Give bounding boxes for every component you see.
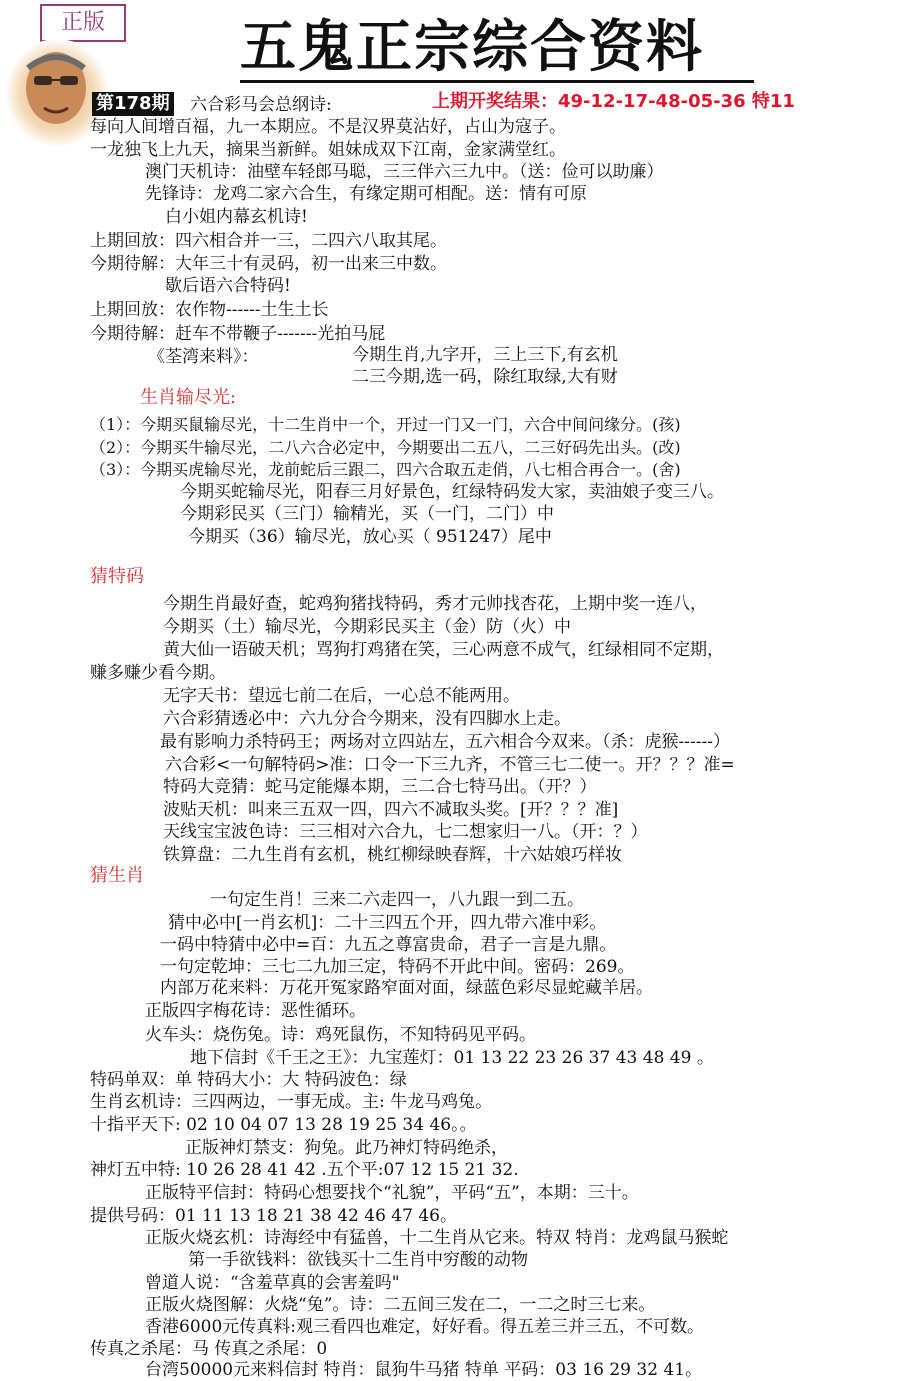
text-line: 今期待解：大年三十有灵码，初一出来三中数。: [90, 254, 447, 274]
text-line: 正版火烧玄机：诗海经中有猛兽，十二生肖从它来。特双 特肖：龙鸡鼠马猴蛇: [145, 1228, 729, 1248]
text-line: 特码单双：单 特码大小：大 特码波色：绿: [90, 1070, 407, 1090]
text-line: 特码大竞猜：蛇马定能爆本期，三二合七特马出。（开？）: [163, 777, 597, 797]
section-heading: 生肖输尽光:: [140, 387, 237, 408]
text-line: 铁算盘：二九生肖有玄机，桃红柳绿映春辉，十六姑娘巧样妆: [163, 845, 622, 865]
text-line: 正版四字梅花诗：恶性循环。: [145, 1001, 366, 1021]
text-line: 二三今期,选一码，除红取绿,大有财: [352, 367, 618, 387]
text-line: 十指平天下: 02 10 04 07 13 28 19 25 34 46。。: [90, 1115, 477, 1135]
title-underline: [240, 80, 754, 83]
text-line: 曾道人说：“含羞草真的会害羞吗": [145, 1273, 400, 1293]
text-line: 六合彩猜透必中：六九分合今期来，没有四脚水上走。: [163, 709, 571, 729]
text-line: 天线宝宝波色诗：三三相对六合九，七二想家归一八。（开：？）: [163, 822, 648, 842]
text-line: 上期回放：农作物------土生土长: [90, 300, 329, 320]
text-line: （2）：今期买牛输尽光，二八六合必定中，今期要出二五八，二三好码先出头。(改): [90, 438, 681, 457]
last-draw-result: 上期开奖结果：49-12-17-48-05-36 特11: [432, 91, 795, 112]
text-line: 一码中特猜中必中=百：九五之尊富贵命，君子一言是九鼎。: [160, 935, 617, 955]
text-line: 今期生肖最好查，蛇鸡狗猪找特码，秀才元帅找杏花，上期中奖一连八，: [163, 594, 707, 614]
text-line: 正版特平信封：特码心想要找个“礼貌”，平码“五”，本期：三十。: [145, 1183, 639, 1203]
text-line: 今期待解：赶车不带鞭子-------光拍马屁: [90, 324, 386, 344]
text-line: 地下信封《千王之王》：九宝莲灯：01 13 22 23 26 37 43 48 49 。: [190, 1048, 714, 1068]
section-heading: 猜特码: [90, 566, 144, 587]
text-line: 生肖玄机诗：三四两边，一事无成。主: 牛龙马鸡兔。: [90, 1092, 493, 1112]
text-line: 今期买（土）输尽光，今期彩民买主（金）防（火）中: [163, 617, 571, 637]
text-line: 无字天书：望远七前二在后，一心总不能两用。: [163, 686, 520, 706]
text-line: 白小姐内幕玄机诗!: [165, 207, 308, 227]
text-line: 今期生肖,九字开，三上三下,有玄机: [352, 345, 618, 365]
text-line: 火车头：烧伤兔。诗：鸡死鼠伤，不知特码见平码。: [145, 1025, 536, 1045]
text-line: 歇后语六合特码!: [165, 276, 291, 296]
text-line: 香港6000元传真料:观三看四也难定，好好看。得五差三并三五，不可数。: [145, 1317, 704, 1337]
text-line: 先锋诗：龙鸡二家六合生，有缘定期可相配。送：情有可原: [145, 184, 587, 204]
text-line: 今期彩民买（三门）输精光，买（一门，二门）中: [180, 504, 554, 524]
text-line: 传真之杀尾：马 传真之杀尾：0: [90, 1339, 328, 1359]
text-line: 每向人间增百福，九一本期应。不是汉界莫沾好，占山为寇子。: [90, 117, 566, 137]
text-line: 台湾50000元来料信封 特肖：鼠狗牛马猪 特单 平码：03 16 29 32 41。: [145, 1360, 703, 1380]
text-line: 上期回放：四六相合并一三，二四六八取其尾。: [90, 231, 447, 251]
text-line: 澳门天机诗：油壁车轻郎马聪，三三伴六三九中。（送：俭可以助廉）: [145, 162, 664, 182]
text-line: 今期买（36）输尽光，放心买（ 951247）尾中: [188, 527, 552, 547]
text-line: 一龙独飞上九天，摘果当新鲜。姐妹成双下江南，金家满堂红。: [90, 140, 566, 160]
text-line: 一句定乾坤：三七二九加三定，特码不开此中间。密码：269。: [160, 957, 635, 977]
issue-number: 第178期: [92, 92, 174, 116]
text-line: 波贴天机：叫来三五双一四，四六不减取头奖。[开？？？准]: [163, 800, 619, 820]
zhengban-badge: 正版: [40, 4, 126, 42]
text-line: 黄大仙一语破天机；骂狗打鸡猪在笑，三心两意不成气，红绿相同不定期，: [163, 640, 724, 660]
text-line: 提供号码：01 11 13 18 21 38 42 46 47 46。: [90, 1206, 457, 1226]
text-line: 正版神灯禁支：狗兔。此乃神灯特码绝杀，: [185, 1138, 508, 1158]
section-heading: 猜生肖: [90, 865, 144, 886]
page-title: 五鬼正宗综合资料: [240, 14, 704, 80]
text-line: 六合彩<一句解特码>准：口令一下三九齐，不管三七二使一。开？？？准=: [165, 755, 735, 775]
text-line: （1）：今期买鼠输尽光，十二生肖中一个，开过一门又一门，六合中间问缘分。(孩): [90, 415, 681, 434]
text-line: 正版火烧图解：火烧“兔”。诗：二五间三发在二，一二之时三七来。: [145, 1295, 656, 1315]
text-line: 第一手欲钱料：欲钱买十二生肖中穷酸的动物: [188, 1250, 528, 1270]
text-line: 猜中必中[一肖玄机]：二十三四五个开，四九带六准中彩。: [168, 913, 607, 933]
text-line: 六合彩马会总纲诗:: [190, 95, 332, 115]
text-line: 一句定生肖！三来二六走四一，八九跟一到二五。: [210, 890, 584, 910]
text-line: 最有影响力杀特码王；两场对立四站左，五六相合今双来。（杀：虎猴------）: [160, 732, 730, 752]
text-line: （3）：今期买虎输尽光，龙前蛇后三跟二，四六合取五走俏，八七相合再合一。(舍): [90, 460, 681, 479]
text-line: 今期买蛇输尽光，阳春三月好景色，红绿特码发大家，卖油娘子变三八。: [180, 482, 724, 502]
text-line: 赚多赚少看今期。: [90, 663, 226, 683]
text-line: 《荃湾来料》：: [148, 347, 259, 367]
text-line: 神灯五中特: 10 26 28 41 42 .五个平:07 12 15 21 32.: [90, 1160, 519, 1180]
text-line: 内部万花来料：万花开冤家路窄面对面，绿蓝色彩尽显蛇藏羊居。: [160, 978, 653, 998]
